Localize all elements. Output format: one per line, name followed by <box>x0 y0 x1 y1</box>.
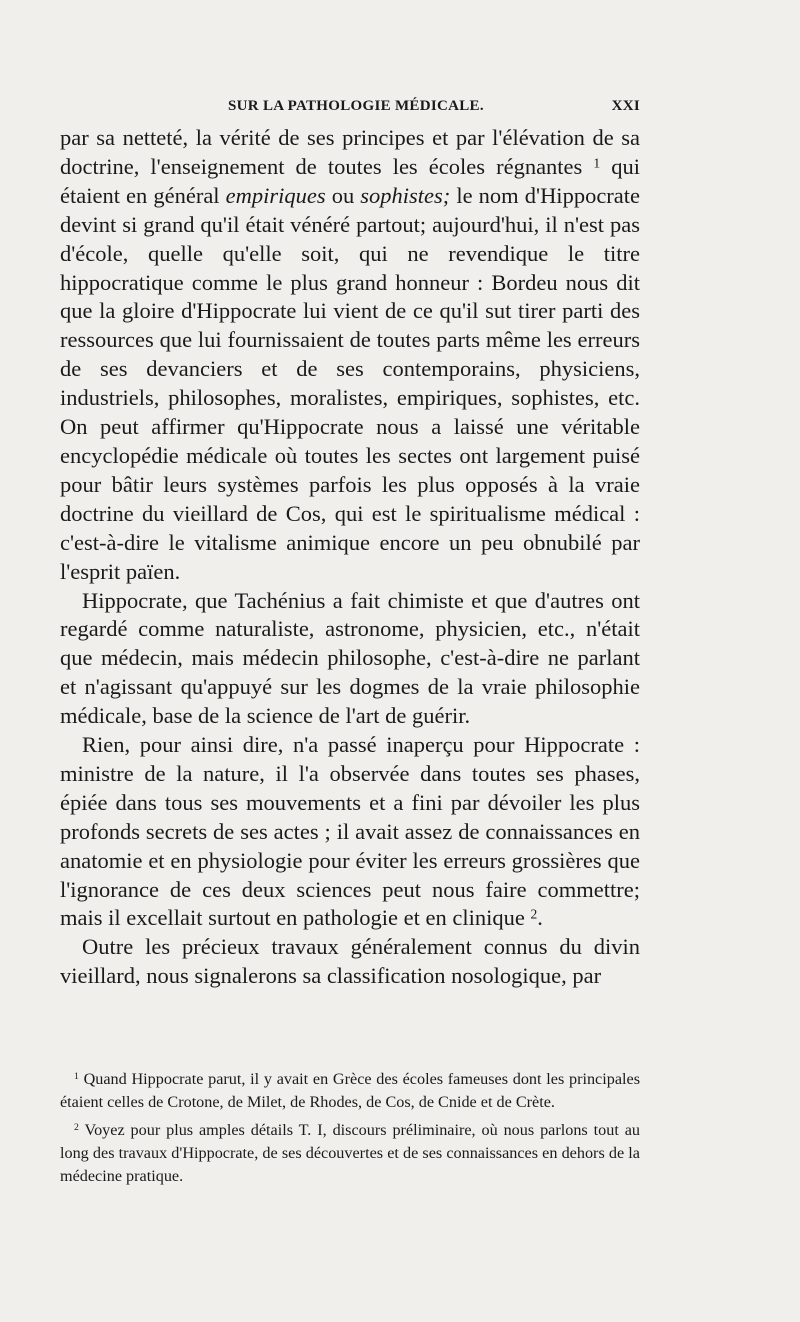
running-header <box>228 98 640 115</box>
p1-text-c: ou <box>325 182 361 208</box>
paragraph-2: Hippocrate, que Tachénius a fait chimiste et que d'autres ont regardé comme naturaliste, astronome, physicien, etc., n'était que médecin, mais médecin philosophe, c'est-à-dire ne parlant et n'agissant qu'appuyé sur les dogmes de la vraie philosophie médicale, base de la science de l'art de guérir. <box>60 587 640 729</box>
page-number: XXI <box>611 98 640 114</box>
p3-text-b: . <box>537 905 543 931</box>
footnote-1-text: Quand Hippocrate parut, il y avait en Grèce des écoles fameuses dont les principales étaient celles de Crotone, de Milet, de Rhodes, de Cos, de Cnide et de Crète. <box>60 1070 640 1112</box>
p1-text-b: qui étaient en général <box>60 153 640 208</box>
footnote-mark-2: 2 <box>74 1121 79 1133</box>
footnotes <box>60 1068 640 1192</box>
p1-text-d: le nom d'Hippocrate devint si grand qu'il était vénéré partout; aujourd'hui, il n'est pas d'école, quelle qu'elle soit, qui ne revendique le titre hippocratique comme le plus grand honneur : Bordeu nous dit que la gloire d'Hippocrate lui vient de ce qu'il sut tirer parti des ressources que lui fournissaient de toutes parts même les erreurs de ses devanciers et de ses contemporains, physiciens, industriels, philosophes, moralistes, empiriques, sophistes, etc. On peut affirmer qu'Hippocrate nous a laissé une véritable encyclopédie médicale où toutes les sectes ont largement puisé pour bâtir leurs systèmes parfois les plus opposés à la vraie doctrine du vieillard de Cos, qui est le spiritualisme médical : c'est-à-dire le vitalisme animique encore un peu obnubilé par l'esprit païen. <box>60 182 641 584</box>
p3-text-a: Rien, pour ainsi dire, n'a passé inaperçu pour Hippocrate : ministre de la nature, il l'a observée dans toutes ses phases, épiée dans tous ses mouvements et a fini par dévoiler les plus profonds secrets de ses actes ; il avait assez de connaissances en anatomie et en physiologie pour éviter les erreurs grossières que l'ignorance de ces deux sciences peut nous faire commettre; mais il excellait surtout en pathologie et en clinique <box>60 732 640 931</box>
paragraph-4: Outre les précieux travaux généralement connus du divin vieillard, nous signalerons sa classification nosologique, par <box>60 934 640 989</box>
footnote-ref-1: 1 <box>593 155 601 171</box>
footnote-mark-1: 1 <box>74 1071 79 1083</box>
paragraph-1 <box>60 124 640 587</box>
footnote-1 <box>60 1068 640 1115</box>
footnote-ref-2: 2 <box>530 906 538 922</box>
p1-italic-empiriques: empiriques <box>225 182 326 208</box>
footnote-2 <box>60 1119 640 1189</box>
footnote-2-text: Voyez pour plus amples détails T. I, discours préliminaire, où nous parlons tout au long des travaux d'Hippocrate, de ses découvertes et de ses connaissances en dehors de la médecine pratique. <box>60 1120 640 1186</box>
running-title: SUR LA PATHOLOGIE MÉDICALE. <box>228 98 484 114</box>
main-text <box>60 124 640 991</box>
p1-italic-sophistes: sophistes; <box>360 182 451 208</box>
p1-text-a: par sa netteté, la vérité de ses principes et par l'élévation de sa doctrine, l'enseignement de toutes les écoles régnantes <box>60 125 640 179</box>
paragraph-3 <box>60 731 640 933</box>
